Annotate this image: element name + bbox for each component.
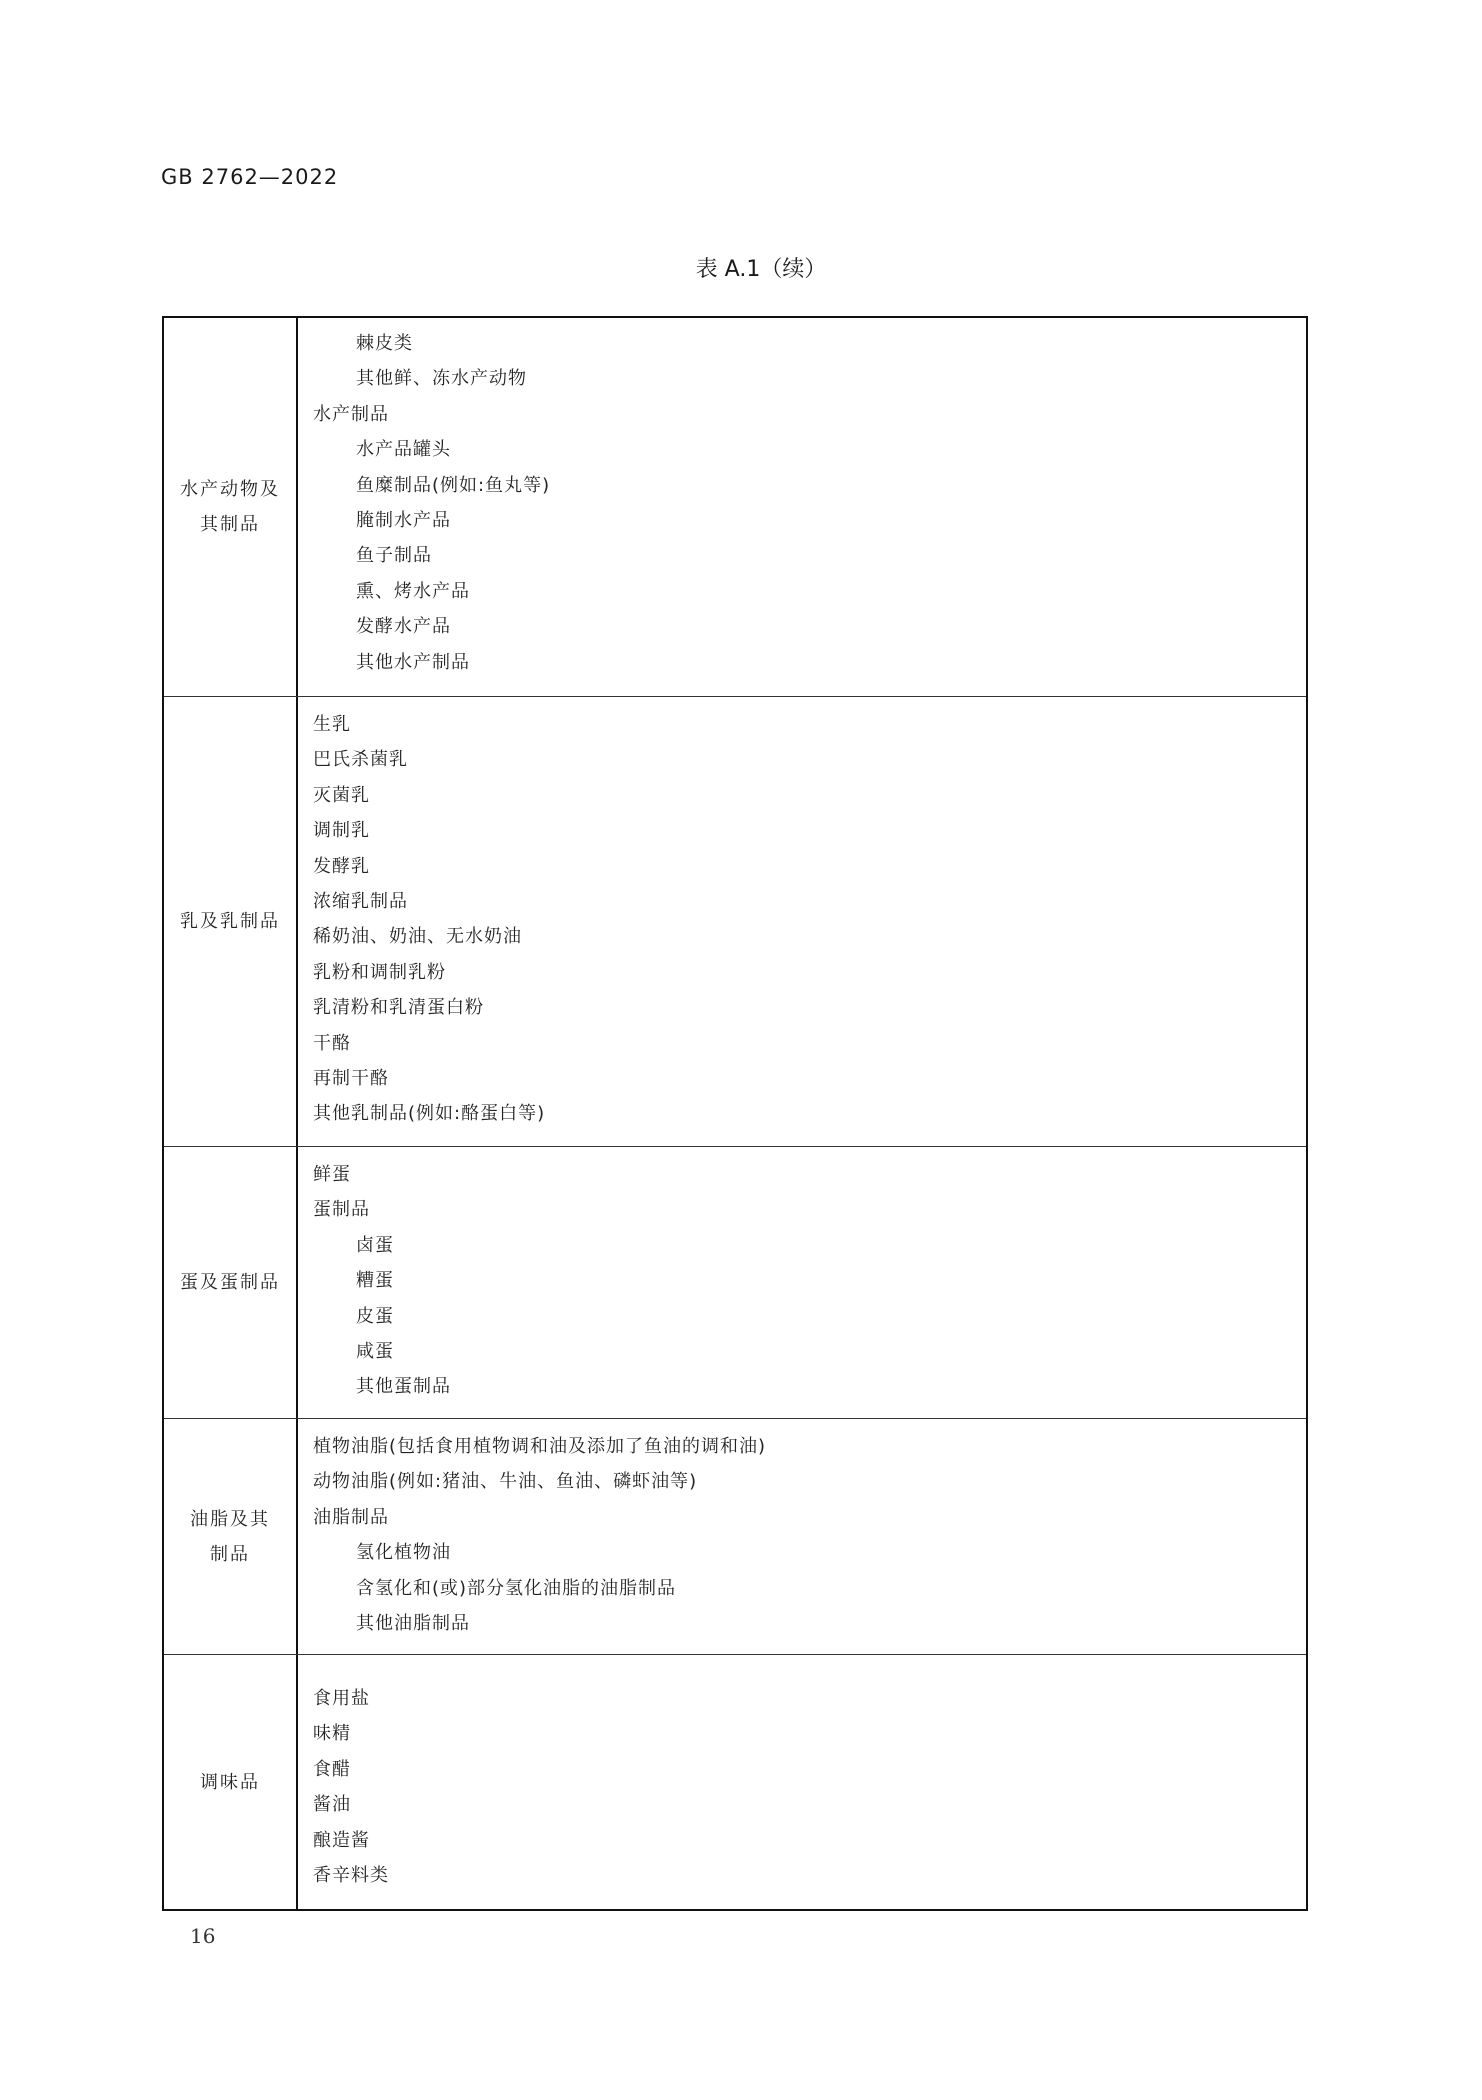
items-cell [298, 697, 1306, 1146]
list-item: 氢化植物油 [356, 1542, 451, 1564]
list-item: 乳清粉和乳清蛋白粉 [313, 997, 484, 1019]
list-item: 油脂制品 [313, 1506, 389, 1528]
list-item: 熏、烤水产品 [356, 580, 470, 602]
list-item: 再制干酪 [313, 1067, 389, 1089]
list-item: 鱼糜制品(例如:鱼丸等) [356, 474, 551, 496]
list-item: 卤蛋 [356, 1234, 394, 1256]
list-item: 稀奶油、奶油、无水奶油 [313, 926, 522, 948]
list-item: 水产品罐头 [356, 439, 451, 461]
list-item: 动物油脂(例如:猪油、牛油、鱼油、磷虾油等) [313, 1471, 698, 1493]
list-item: 鱼子制品 [356, 545, 432, 567]
table-row [164, 318, 1306, 696]
list-item: 食用盐 [313, 1688, 370, 1709]
list-item: 酿造酱 [313, 1829, 370, 1851]
list-item: 其他水产制品 [356, 651, 470, 673]
list-item: 酱油 [313, 1794, 351, 1816]
table-row [164, 1146, 1306, 1418]
list-item: 食醋 [313, 1758, 351, 1780]
list-item: 其他鲜、冻水产动物 [356, 368, 527, 390]
list-item: 鲜蛋 [313, 1164, 351, 1185]
list-item: 水产制品 [313, 403, 389, 425]
items-cell [298, 1655, 1306, 1909]
list-item: 皮蛋 [356, 1305, 394, 1327]
list-item: 含氢化和(或)部分氢化油脂的油脂制品 [356, 1577, 677, 1599]
list-item: 浓缩乳制品 [313, 890, 408, 912]
items-cell [298, 1419, 1306, 1654]
table-row [164, 696, 1306, 1146]
list-item: 蛋制品 [313, 1199, 370, 1221]
category-cell: 调味品 [164, 1655, 298, 1909]
list-item: 灭菌乳 [313, 784, 370, 806]
table-row [164, 1654, 1306, 1909]
category-cell: 蛋及蛋制品 [164, 1147, 298, 1418]
list-item: 生乳 [313, 714, 351, 735]
list-item: 干酪 [313, 1032, 351, 1054]
list-item: 发酵水产品 [356, 616, 451, 638]
food-category-table [162, 316, 1308, 1911]
items-cell [298, 318, 1306, 696]
list-item: 其他蛋制品 [356, 1376, 451, 1398]
list-item: 味精 [313, 1723, 351, 1745]
table-row [164, 1418, 1306, 1654]
list-item: 乳粉和调制乳粉 [313, 961, 446, 983]
list-item: 植物油脂(包括食用植物调和油及添加了鱼油的调和油) [313, 1436, 767, 1457]
category-cell: 油脂及其制品 [164, 1419, 298, 1654]
items-cell [298, 1147, 1306, 1418]
list-item: 棘皮类 [356, 333, 413, 354]
list-item: 腌制水产品 [356, 509, 451, 531]
page-number: 16 [190, 1924, 216, 1948]
standard-code: GB 2762—2022 [161, 165, 339, 189]
category-cell: 水产动物及其制品 [164, 318, 298, 696]
list-item: 巴氏杀菌乳 [313, 749, 408, 771]
category-cell: 乳及乳制品 [164, 697, 298, 1146]
list-item: 其他油脂制品 [356, 1612, 470, 1634]
list-item: 咸蛋 [356, 1340, 394, 1362]
list-item: 调制乳 [313, 820, 370, 842]
list-item: 发酵乳 [313, 855, 370, 877]
list-item: 其他乳制品(例如:酪蛋白等) [313, 1103, 546, 1125]
list-item: 香辛料类 [313, 1864, 389, 1886]
list-item: 糟蛋 [356, 1270, 394, 1292]
table-title: 表 A.1（续） [695, 257, 827, 282]
